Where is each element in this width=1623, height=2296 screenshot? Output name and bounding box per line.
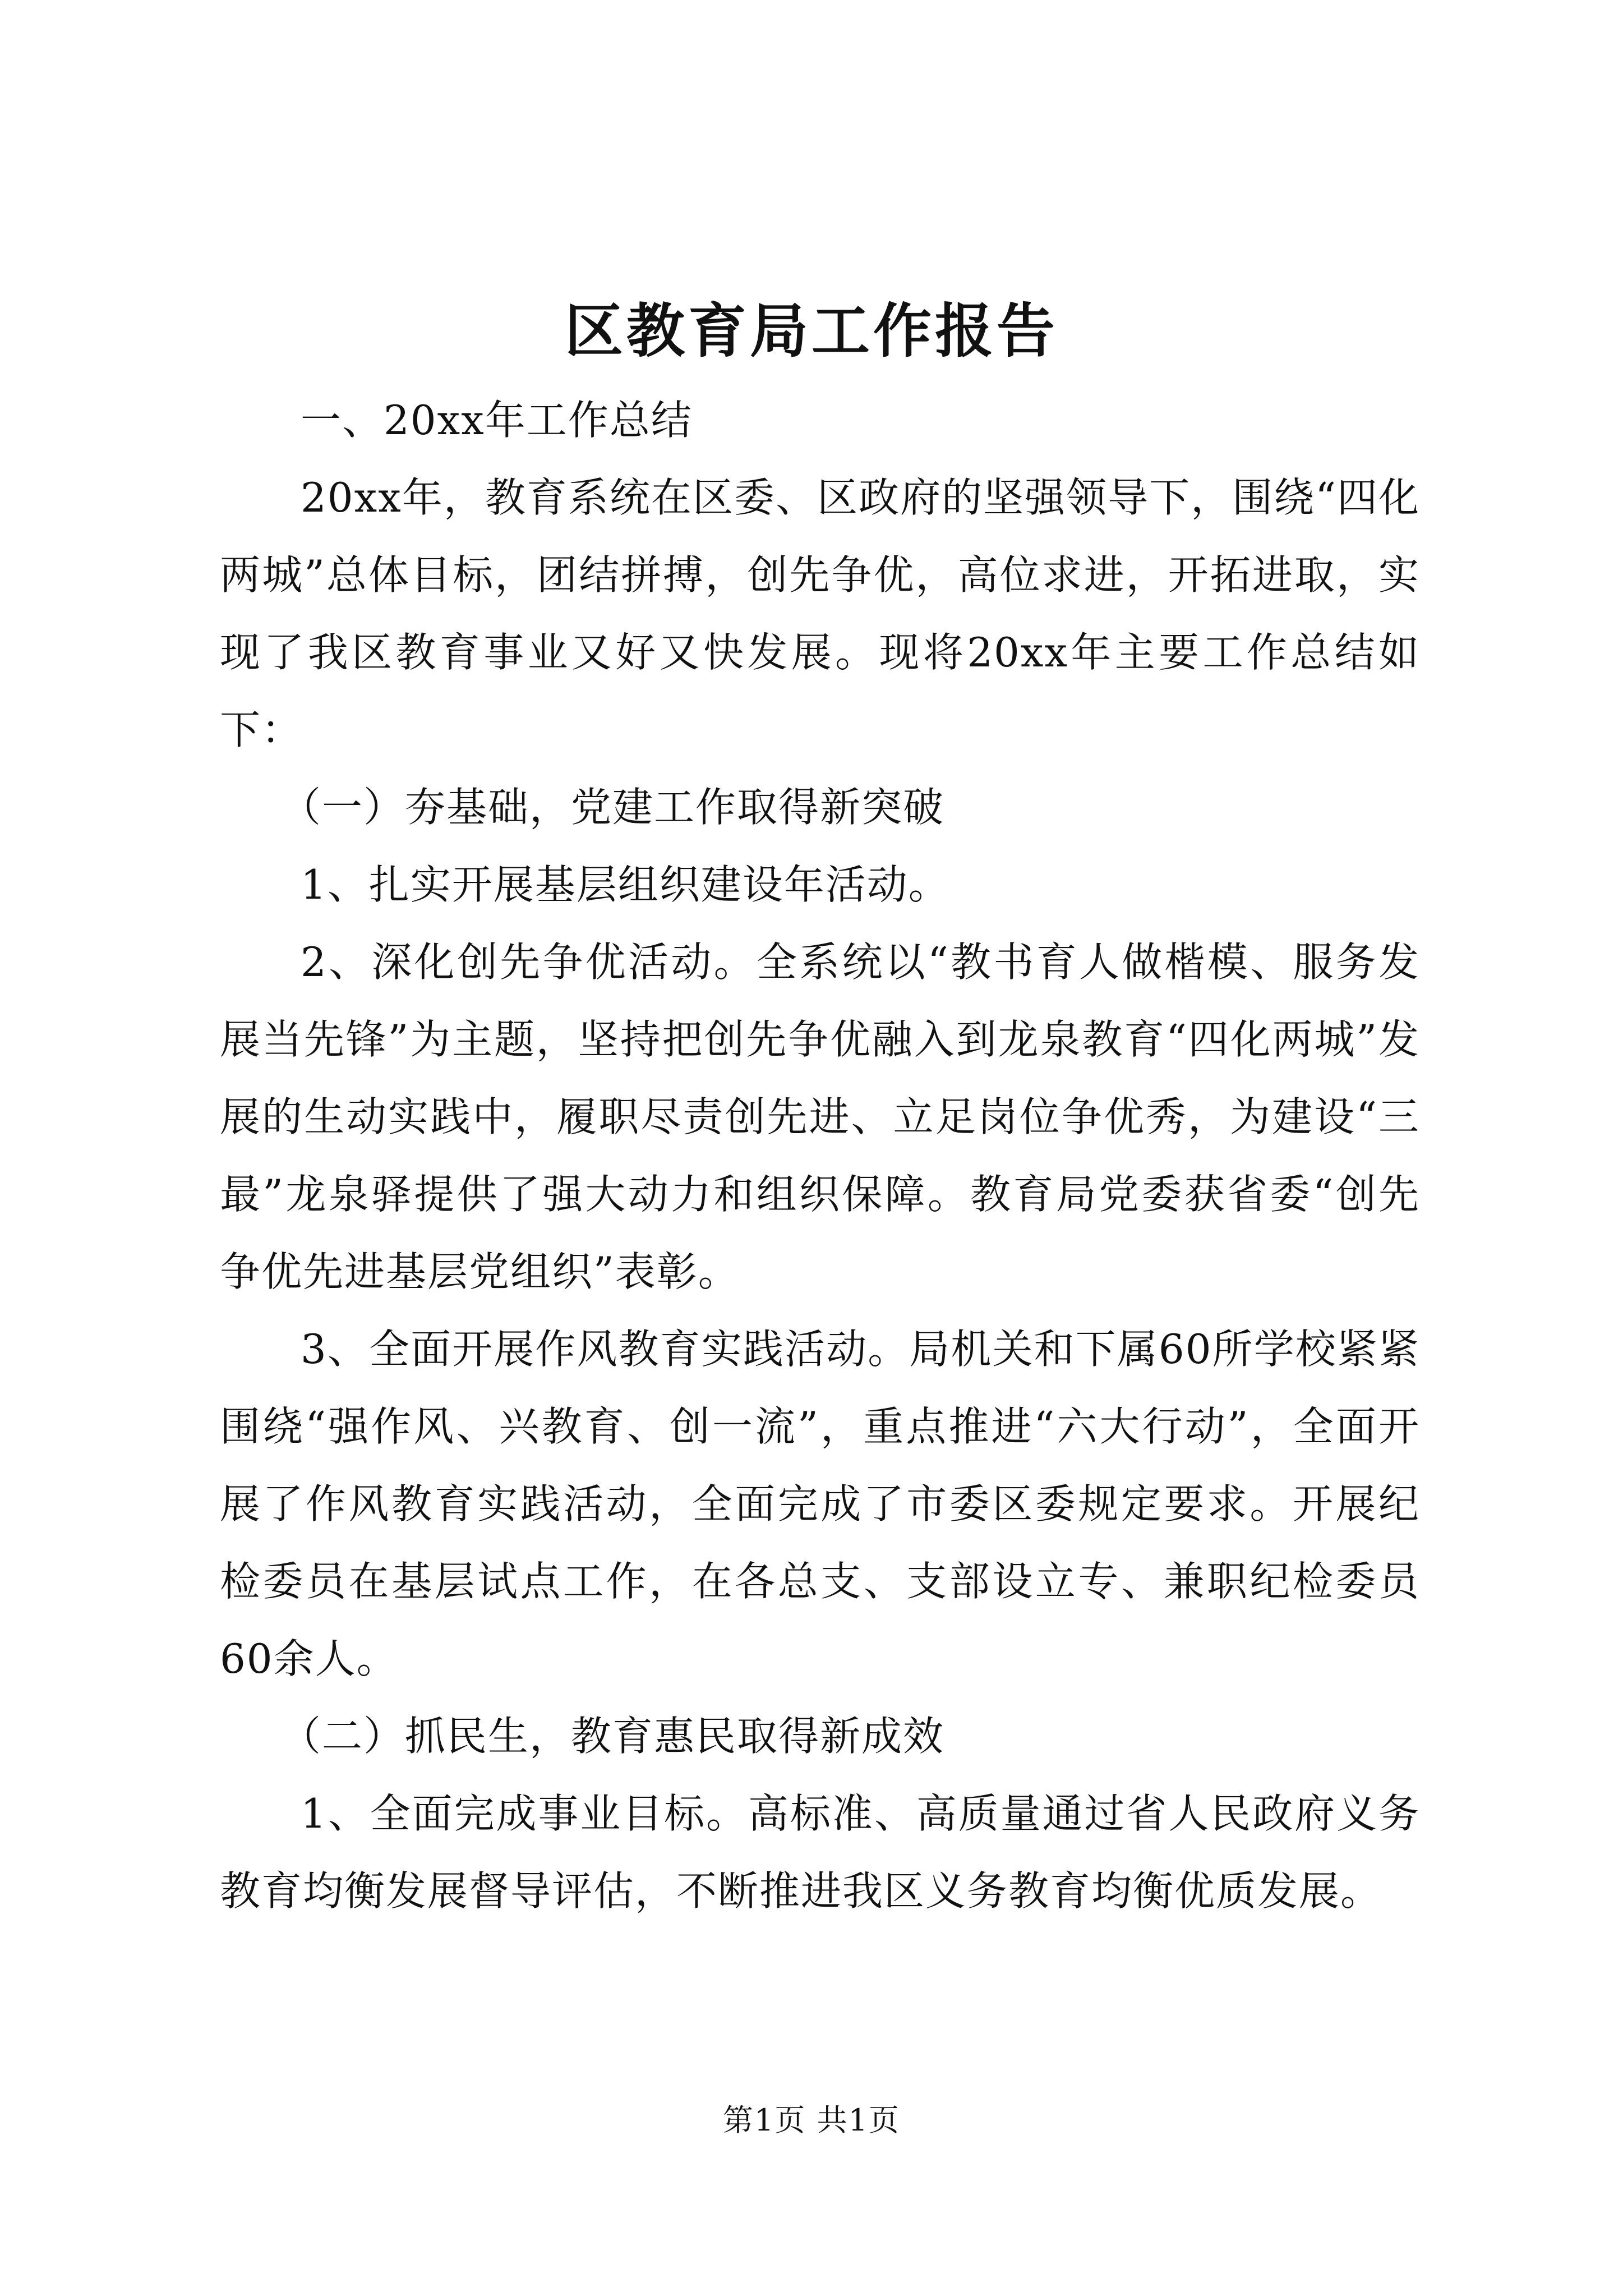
paragraph-item-4: 1、全面完成事业目标。高标准、高质量通过省人民政府义务教育均衡发展督导评估，不断推进我区义务教育均衡优质发展。 [220, 1790, 1420, 1915]
paragraph-intro: 20xx年，教育系统在区委、区政府的坚强领导下，围绕“四化两城”总体目标，团结拼搏，创先争优，高位求进，开拓进取，实现了我区教育事业又好又快发展。现将20xx年主要工作总结如下： [220, 474, 1420, 753]
page-number-footer: 第1页 共1页 [723, 2102, 900, 2138]
section-heading: 一、20xx年工作总结 [301, 397, 693, 444]
document-title: 区教育局工作报告 [564, 296, 1058, 365]
paragraph-item-1: 1、扎实开展基层组织建设年活动。 [301, 861, 950, 908]
subsection-heading-1: （一）夯基础，党建工作取得新突破 [280, 784, 945, 831]
paragraph-item-3: 3、全面开展作风教育实践活动。局机关和下属60所学校紧紧围绕“强作风、兴教育、创一流”，重点推进“六大行动”，全面开展了作风教育实践活动，全面完成了市委区委规定要求。开展纪检委员在基层试点工作，在各总支、支部设立专、兼职纪检委员60余人。 [220, 1326, 1420, 1682]
subsection-heading-2: （二）抓民生，教育惠民取得新成效 [280, 1713, 945, 1760]
paragraph-item-2: 2、深化创先争优活动。全系统以“教书育人做楷模、服务发展当先锋”为主题，坚持把创先争优融入到龙泉教育“四化两城”发展的生动实践中，履职尽责创先进、立足岗位争优秀，为建设“三最”龙泉驿提供了强大动力和组织保障。教育局党委获省委“创先争优先进基层党组织”表彰。 [220, 938, 1420, 1295]
document-body [220, 381, 1420, 1930]
